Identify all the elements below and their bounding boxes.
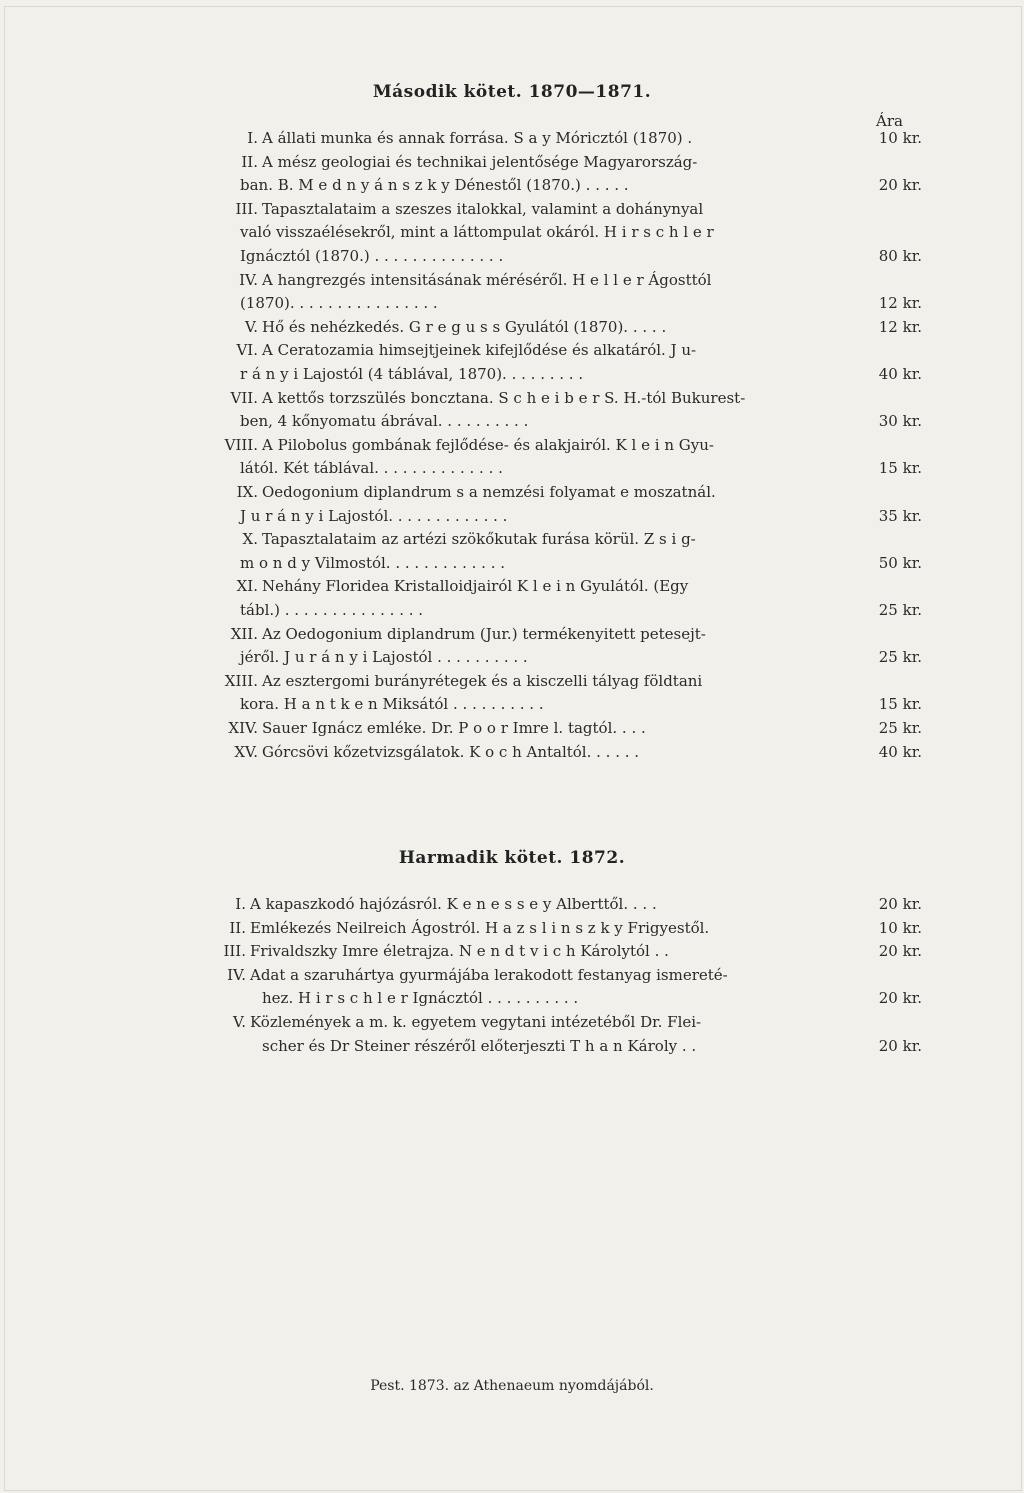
entry-text-line: ben, 4 kőnyomatu ábrával. . . . . . . . . . <box>240 412 529 431</box>
entry-price: 50 kr. <box>878 553 922 572</box>
entry-text-line: A hangrezgés intensitásának méréséről. H e l l e r Ágosttól <box>262 270 712 289</box>
entry-text-line: lától. Két táblával. . . . . . . . . . . . . . <box>240 459 503 478</box>
entry-number: XIV. <box>228 719 258 737</box>
entry-number: XV. <box>234 742 258 761</box>
entry-price: 10 kr. <box>878 129 922 147</box>
entry-number: VIII. <box>224 435 258 454</box>
entry-price: 25 kr. <box>878 601 922 619</box>
vol2-heading: Második kötet. 1870—1871. <box>372 82 652 102</box>
entry-text-line: r á n y i Lajostól (4 táblával, 1870). . . . . . . . . <box>240 365 584 383</box>
entry-text-line: A Ceratozamia himsejtjeinek kifejlődése és alkatáról. J u- <box>262 341 697 360</box>
entry-price: 35 kr. <box>878 506 922 525</box>
entry-price: 20 kr. <box>878 989 922 1008</box>
entry-text-line: scher és Dr Steiner részéről előterjeszti T h a n Károly . . <box>262 1036 697 1055</box>
entry-text-line: Górcsövi kőzetvizsgálatok. K o c h Antaltól. . . . . . <box>262 742 640 761</box>
price-column-header: Ára <box>876 112 903 130</box>
entry-number: XIII. <box>224 671 258 690</box>
entry-number: I. <box>247 129 258 147</box>
entry-number: IX. <box>236 483 258 501</box>
entry-text-line: hez. H i r s c h l e r Ignácztól . . . . . . . . . . <box>262 989 579 1008</box>
imprint-footer: Pest. 1873. az Athenaeum nyomdájából. <box>370 1378 654 1394</box>
entry-price: 12 kr. <box>878 294 922 313</box>
entry-price: 12 kr. <box>878 317 922 336</box>
entry-text-line: tábl.) . . . . . . . . . . . . . . . <box>240 601 424 619</box>
entry-text-line: kora. H a n t k e n Miksától . . . . . . . . . . <box>240 695 544 714</box>
entry-price: 40 kr. <box>878 365 922 383</box>
entry-price: 20 kr. <box>878 1036 922 1055</box>
entry-price: 20 kr. <box>878 942 922 961</box>
entry-number: IV. <box>239 270 258 289</box>
entry-text-line: Ignácztól (1870.) . . . . . . . . . . . . . . <box>240 247 504 265</box>
entry-price: 15 kr. <box>878 695 922 714</box>
entry-price: 10 kr. <box>878 918 922 937</box>
entry-price: 80 kr. <box>878 247 922 265</box>
entry-number: VII. <box>230 388 258 407</box>
entry-text-line: Adat a szaruhártya gyurmájába lerakodott festanyag ismereté- <box>250 965 728 984</box>
entry-number: X. <box>242 530 258 549</box>
entry-number: V. <box>245 317 258 336</box>
entry-text-line: Közlemények a m. k. egyetem vegytani intézetéből Dr. Flei- <box>250 1013 702 1031</box>
vol3-heading: Harmadik kötet. 1872. <box>398 848 626 868</box>
entry-text-line: Nehány Floridea Kristalloidjairól K l e i n Gyulától. (Egy <box>262 577 689 596</box>
entry-text-line: Az Oedogonium diplandrum (Jur.) termékenyitett petesejt- <box>262 624 706 643</box>
entry-text-line: A kapaszkodó hajózásról. K e n e s s e y Alberttől. . . . <box>250 895 657 913</box>
entry-price: 25 kr. <box>878 648 922 667</box>
entry-text-line: A kettős torzszülés boncztana. S c h e i b e r S. H.-tól Bukurest- <box>262 388 746 407</box>
entry-number: III. <box>223 942 246 961</box>
entry-number: VI. <box>236 341 258 360</box>
entry-text-line: Tapasztalataim az artézi szökőkutak furása körül. Z s i g- <box>262 530 696 549</box>
entry-text-line: Az esztergomi burányrétegek és a kisczelli tályag földtani <box>262 671 703 690</box>
entry-price: 30 kr. <box>878 412 922 431</box>
entry-text-line: A állati munka és annak forrása. S a y Móricztól (1870) . <box>262 129 693 147</box>
entry-price: 20 kr. <box>878 176 922 195</box>
entry-text-line: Oedogonium diplandrum s a nemzési folyamat e moszatnál. <box>262 483 716 501</box>
entry-text-line: (1870). . . . . . . . . . . . . . . . <box>240 294 438 313</box>
entry-price: 25 kr. <box>878 719 922 737</box>
entry-price: 15 kr. <box>878 459 922 478</box>
entry-text-line: J u r á n y i Lajostól. . . . . . . . . . . . . <box>240 506 508 525</box>
entry-number: I. <box>235 895 246 913</box>
entry-text-line: való visszaélésekről, mint a láttompulat okáról. H i r s c h l e r <box>240 223 714 242</box>
entry-number: III. <box>235 199 258 218</box>
entry-text-line: Frivaldszky Imre életrajza. N e n d t v i c h Károlytól . . <box>250 942 669 961</box>
entry-text-line: A mész geologiai és technikai jelentősége Magyarország- <box>262 152 698 171</box>
entry-price: 40 kr. <box>878 742 922 761</box>
entry-price: 20 kr. <box>878 895 922 913</box>
entry-number: XI. <box>236 577 258 596</box>
entry-text-line: ban. B. M e d n y á n s z k y Dénestől (1870.) . . . . . <box>240 176 629 195</box>
entry-number: IV. <box>227 965 246 984</box>
entry-text-line: A Pilobolus gombának fejlődése- és alakjairól. K l e i n Gyu- <box>262 435 714 454</box>
entry-text-line: Tapasztalataim a szeszes italokkal, valamint a dohánynyal <box>262 199 704 218</box>
entry-text-line: Hő és nehézkedés. G r e g u s s Gyulától (1870). . . . . <box>262 317 667 336</box>
entry-number: V. <box>233 1013 246 1031</box>
entry-text-line: m o n d y Vilmostól. . . . . . . . . . . . . <box>240 553 506 572</box>
entry-number: II. <box>241 152 258 171</box>
entry-number: II. <box>229 918 246 937</box>
entry-text-line: Emlékezés Neilreich Ágostról. H a z s l i n s z k y Frigyestől. <box>250 918 710 937</box>
entry-text-line: jéről. J u r á n y i Lajostól . . . . . . . . . . <box>240 648 528 667</box>
entry-number: XII. <box>230 624 258 643</box>
entry-text-line: Sauer Ignácz emléke. Dr. P o o r Imre l. tagtól. . . . <box>262 719 646 737</box>
